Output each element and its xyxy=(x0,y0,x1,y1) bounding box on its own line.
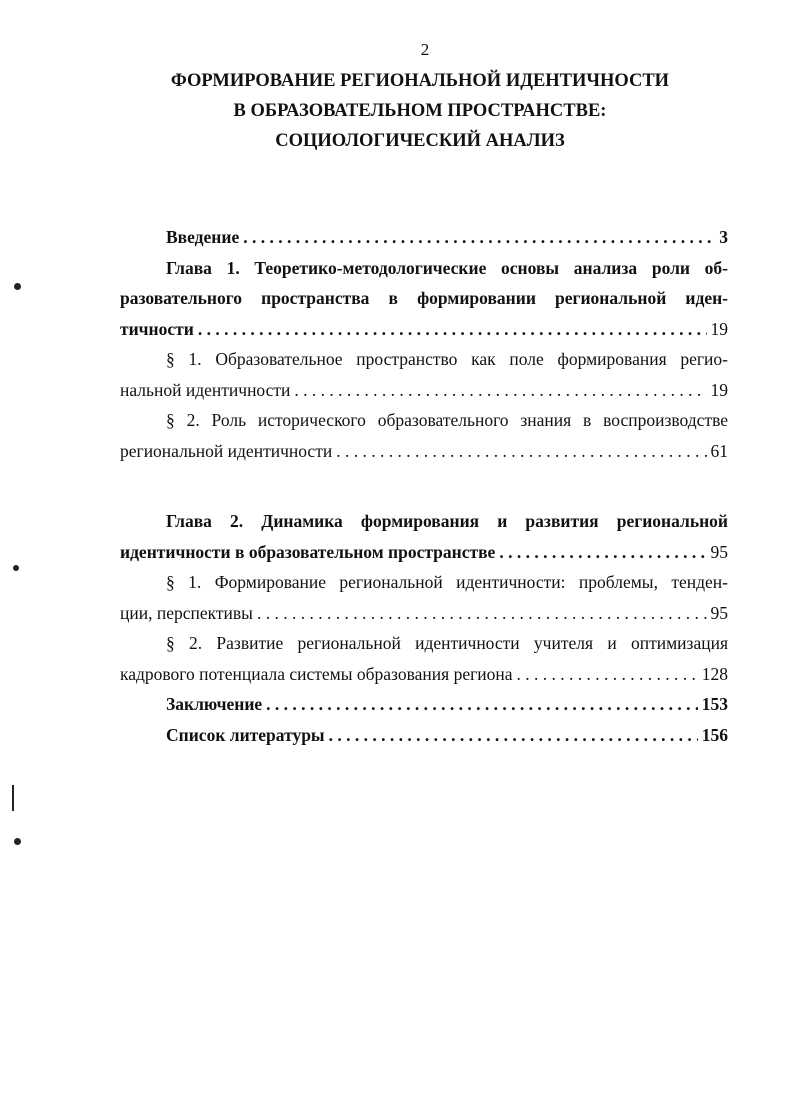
toc-ch2-s2-line1: § 2. Развитие региональной идентичности учителя и оптимизация xyxy=(166,633,728,653)
toc-entry-chapter1-end xyxy=(120,314,728,345)
toc-ch1-s1-line1: § 1. Образовательное пространство как поле формирования регио- xyxy=(166,349,728,369)
scan-speck xyxy=(14,283,21,290)
title-line-3: СОЦИОЛОГИЧЕСКИЙ АНАЛИЗ xyxy=(275,131,565,151)
toc-entry-ch1-s1-end xyxy=(120,375,728,406)
toc-leader xyxy=(499,537,706,568)
table-of-contents-part-2 xyxy=(120,506,728,750)
table-of-contents-part-1 xyxy=(120,222,728,466)
toc-leader xyxy=(329,720,698,751)
scan-line xyxy=(12,785,14,811)
toc-entry-ch1-s2-end xyxy=(120,436,728,467)
toc-ch2-s1-line1: § 1. Формирование региональной идентичности: проблемы, тенден- xyxy=(166,572,728,592)
toc-chapter2-line2: идентичности в образовательном пространстве xyxy=(120,541,496,562)
toc-leader xyxy=(198,314,707,345)
toc-ch2-s1-page: 95 xyxy=(710,602,728,623)
toc-chapter1-line2: разовательного пространства в формировании региональной иден- xyxy=(120,288,728,308)
toc-leader xyxy=(243,222,715,253)
toc-leader xyxy=(257,598,707,629)
toc-conclusion-label: Заключение xyxy=(166,694,263,714)
toc-conclusion-page: 153 xyxy=(701,694,728,714)
toc-chapter2-line1: Глава 2. Динамика формирования и развития региональной xyxy=(166,511,728,531)
toc-leader xyxy=(336,436,706,467)
toc-chapter1-line3: тичности xyxy=(120,318,194,339)
document-title xyxy=(110,66,730,156)
toc-ch2-s2-line2: кадрового потенциала системы образования региона xyxy=(120,663,513,684)
toc-leader xyxy=(294,375,706,406)
toc-references-page: 156 xyxy=(701,724,728,745)
toc-leader xyxy=(517,659,698,690)
toc-ch1-s2-page: 61 xyxy=(710,440,728,461)
toc-entry-intro xyxy=(120,222,728,253)
scan-speck xyxy=(14,838,21,845)
toc-intro-page: 3 xyxy=(719,227,728,247)
title-line-1: ФОРМИРОВАНИЕ РЕГИОНАЛЬНОЙ ИДЕНТИЧНОСТИ xyxy=(170,71,670,91)
toc-intro-label: Введение xyxy=(166,227,240,247)
toc-chapter1-line1: Глава 1. Теоретико-методологические основы анализа роли об- xyxy=(166,257,728,278)
toc-chapter2-page: 95 xyxy=(710,541,728,562)
toc-entry-references xyxy=(120,720,728,751)
toc-references-label: Список литературы xyxy=(166,724,325,745)
toc-chapter1-page: 19 xyxy=(710,318,728,339)
toc-ch2-s2-page: 128 xyxy=(701,663,728,684)
page-number: 2 xyxy=(420,40,430,59)
toc-entry-chapter2-end xyxy=(120,537,728,568)
toc-ch1-s2-line1: § 2. Роль исторического образовательного знания в воспроизводстве xyxy=(166,410,728,430)
toc-leader xyxy=(266,689,698,720)
toc-entry-conclusion xyxy=(120,689,728,720)
toc-ch1-s2-line2: региональной идентичности xyxy=(120,440,333,461)
title-line-2: В ОБРАЗОВАТЕЛЬНОМ ПРОСТРАНСТВЕ: xyxy=(233,101,607,121)
scan-speck xyxy=(13,565,19,571)
toc-ch1-s1-line2: нальной идентичности xyxy=(120,379,291,400)
toc-ch1-s1-page: 19 xyxy=(710,379,728,400)
toc-ch2-s1-line2: ции, перспективы xyxy=(120,602,253,623)
toc-entry-ch2-s1-end xyxy=(120,598,728,629)
toc-entry-ch2-s2-end xyxy=(120,659,728,690)
